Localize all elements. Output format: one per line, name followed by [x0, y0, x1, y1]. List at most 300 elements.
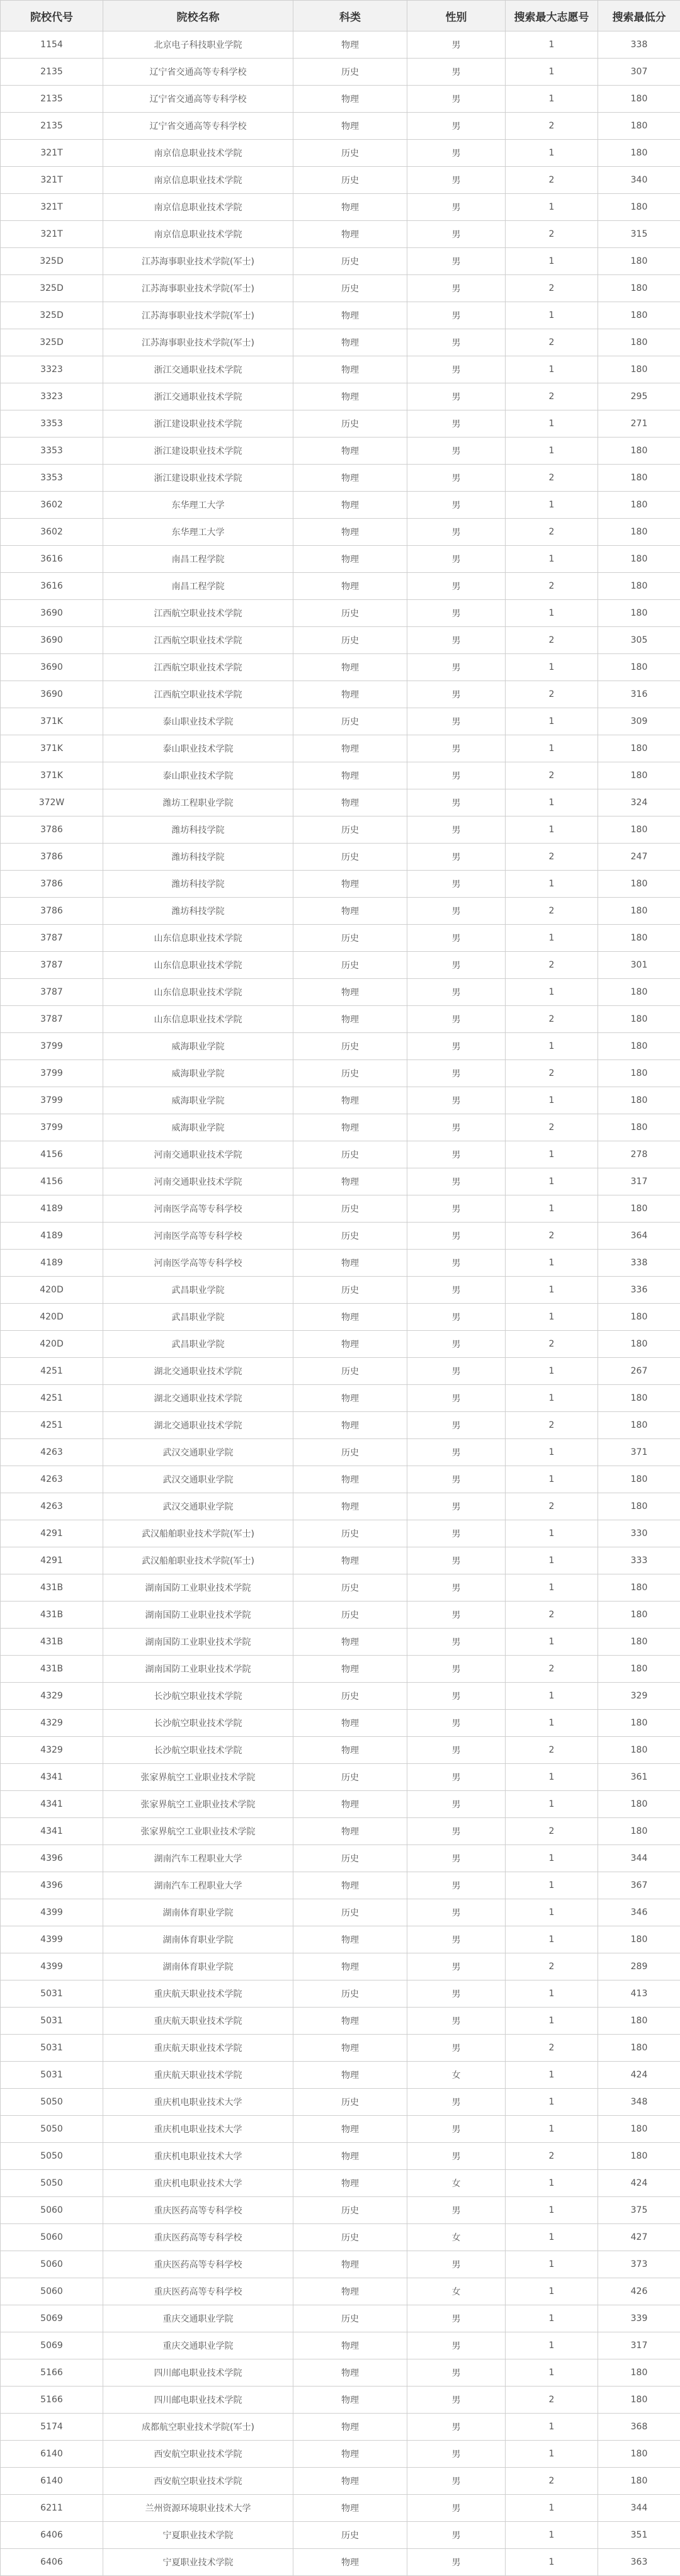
subject-cell: 物理 — [293, 492, 407, 519]
table-row — [1, 627, 680, 654]
table-row — [1, 2197, 680, 2224]
table-header — [1, 1, 680, 31]
gender-cell: 男 — [407, 2359, 506, 2387]
table-row — [1, 735, 680, 762]
table-row — [1, 519, 680, 546]
school-name-cell: 南京信息职业技术学院 — [103, 194, 293, 221]
table-row — [1, 1574, 680, 1602]
school-name-cell: 威海职业学院 — [103, 1060, 293, 1087]
gender-cell: 男 — [407, 2008, 506, 2035]
gender-cell: 男 — [407, 2387, 506, 2414]
table-row — [1, 979, 680, 1006]
school-name-cell: 西安航空职业技术学院 — [103, 2441, 293, 2468]
table-row — [1, 1656, 680, 1683]
gender-cell: 男 — [407, 2197, 506, 2224]
min-score-cell: 364 — [598, 1223, 680, 1250]
subject-cell: 物理 — [293, 2549, 407, 2576]
school-code-cell: 6140 — [1, 2468, 103, 2495]
table-row — [1, 383, 680, 410]
school-name-cell: 四川邮电职业技术学院 — [103, 2359, 293, 2387]
max-choice-cell: 1 — [506, 1872, 598, 1899]
table-row — [1, 329, 680, 356]
min-score-cell: 180 — [598, 898, 680, 925]
min-score-cell: 344 — [598, 1845, 680, 1872]
subject-cell: 物理 — [293, 356, 407, 383]
min-score-cell: 330 — [598, 1520, 680, 1547]
min-score-cell: 180 — [598, 1629, 680, 1656]
school-name-cell: 武汉交通职业学院 — [103, 1439, 293, 1466]
table-row — [1, 681, 680, 708]
max-choice-cell: 2 — [506, 1602, 598, 1629]
max-choice-cell: 1 — [506, 2224, 598, 2251]
subject-cell: 物理 — [293, 383, 407, 410]
school-code-cell: 4189 — [1, 1250, 103, 1277]
table-row — [1, 1033, 680, 1060]
max-choice-cell: 1 — [506, 2062, 598, 2089]
school-name-cell: 张家界航空工业职业技术学院 — [103, 1764, 293, 1791]
max-choice-cell: 2 — [506, 167, 598, 194]
gender-cell: 男 — [407, 356, 506, 383]
gender-cell: 男 — [407, 1899, 506, 1926]
min-score-cell: 180 — [598, 492, 680, 519]
school-name-cell: 潍坊科技学院 — [103, 816, 293, 844]
subject-cell: 历史 — [293, 844, 407, 871]
min-score-cell: 367 — [598, 1872, 680, 1899]
subject-cell: 历史 — [293, 600, 407, 627]
table-row — [1, 465, 680, 492]
school-code-cell: 325D — [1, 275, 103, 302]
max-choice-cell: 1 — [506, 1466, 598, 1493]
table-row — [1, 2116, 680, 2143]
gender-cell: 男 — [407, 1141, 506, 1168]
max-choice-cell: 1 — [506, 2278, 598, 2305]
table-row — [1, 1277, 680, 1304]
subject-cell: 历史 — [293, 2197, 407, 2224]
min-score-cell: 180 — [598, 86, 680, 113]
table-row — [1, 1439, 680, 1466]
table-row — [1, 1872, 680, 1899]
min-score-cell: 180 — [598, 248, 680, 275]
min-score-cell: 180 — [598, 654, 680, 681]
min-score-cell: 180 — [598, 2468, 680, 2495]
table-row — [1, 140, 680, 167]
gender-cell: 男 — [407, 1060, 506, 1087]
subject-cell: 物理 — [293, 1493, 407, 1520]
subject-cell: 物理 — [293, 2008, 407, 2035]
min-score-cell: 180 — [598, 2008, 680, 2035]
min-score-cell: 180 — [598, 519, 680, 546]
table-row — [1, 2305, 680, 2332]
max-choice-cell: 1 — [506, 2008, 598, 2035]
school-code-cell: 4263 — [1, 1439, 103, 1466]
gender-cell: 男 — [407, 2522, 506, 2549]
min-score-cell: 180 — [598, 925, 680, 952]
max-choice-cell: 1 — [506, 438, 598, 465]
table-row — [1, 2251, 680, 2278]
school-name-cell: 南昌工程学院 — [103, 573, 293, 600]
gender-cell: 男 — [407, 2549, 506, 2576]
max-choice-cell: 1 — [506, 1980, 598, 2008]
max-choice-cell: 1 — [506, 925, 598, 952]
school-name-cell: 重庆航天职业技术学院 — [103, 2008, 293, 2035]
school-code-cell: 4291 — [1, 1547, 103, 1574]
gender-cell: 男 — [407, 1683, 506, 1710]
min-score-cell: 339 — [598, 2305, 680, 2332]
gender-cell: 男 — [407, 925, 506, 952]
subject-cell: 物理 — [293, 979, 407, 1006]
gender-cell: 男 — [407, 2332, 506, 2359]
school-name-cell: 泰山职业技术学院 — [103, 735, 293, 762]
school-name-cell: 潍坊工程职业学院 — [103, 789, 293, 816]
min-score-cell: 413 — [598, 1980, 680, 2008]
school-name-cell: 南京信息职业技术学院 — [103, 221, 293, 248]
max-choice-cell: 2 — [506, 1818, 598, 1845]
school-name-cell: 江西航空职业技术学院 — [103, 681, 293, 708]
column-header-school-name: 院校名称 — [103, 1, 293, 31]
table-row — [1, 1683, 680, 1710]
min-score-cell: 180 — [598, 2387, 680, 2414]
school-code-cell: 5069 — [1, 2332, 103, 2359]
max-choice-cell: 1 — [506, 1547, 598, 1574]
gender-cell: 男 — [407, 1466, 506, 1493]
school-name-cell: 江苏海事职业技术学院(军士) — [103, 248, 293, 275]
max-choice-cell: 1 — [506, 1899, 598, 1926]
school-code-cell: 3616 — [1, 573, 103, 600]
min-score-cell: 180 — [598, 573, 680, 600]
min-score-cell: 180 — [598, 735, 680, 762]
subject-cell: 物理 — [293, 1114, 407, 1141]
min-score-cell: 371 — [598, 1439, 680, 1466]
gender-cell: 男 — [407, 762, 506, 789]
table-row — [1, 1006, 680, 1033]
school-name-cell: 重庆医药高等专科学校 — [103, 2278, 293, 2305]
gender-cell: 男 — [407, 1114, 506, 1141]
subject-cell: 物理 — [293, 1168, 407, 1195]
min-score-cell: 180 — [598, 1818, 680, 1845]
school-code-cell: 4329 — [1, 1683, 103, 1710]
max-choice-cell: 1 — [506, 2332, 598, 2359]
school-code-cell: 5060 — [1, 2224, 103, 2251]
school-code-cell: 5031 — [1, 2062, 103, 2089]
school-name-cell: 宁夏职业技术学院 — [103, 2522, 293, 2549]
min-score-cell: 180 — [598, 1060, 680, 1087]
school-name-cell: 重庆机电职业技术大学 — [103, 2116, 293, 2143]
subject-cell: 历史 — [293, 2305, 407, 2332]
max-choice-cell: 1 — [506, 1629, 598, 1656]
max-choice-cell: 2 — [506, 1412, 598, 1439]
min-score-cell: 316 — [598, 681, 680, 708]
gender-cell: 男 — [407, 113, 506, 140]
school-code-cell: 4341 — [1, 1764, 103, 1791]
subject-cell: 历史 — [293, 1520, 407, 1547]
school-name-cell: 河南医学高等专科学校 — [103, 1223, 293, 1250]
min-score-cell: 336 — [598, 1277, 680, 1304]
gender-cell: 男 — [407, 1168, 506, 1195]
table-row — [1, 573, 680, 600]
school-name-cell: 泰山职业技术学院 — [103, 708, 293, 735]
subject-cell: 物理 — [293, 2387, 407, 2414]
subject-cell: 物理 — [293, 329, 407, 356]
table-row — [1, 2170, 680, 2197]
table-row — [1, 1818, 680, 1845]
school-name-cell: 湖南国防工业职业技术学院 — [103, 1629, 293, 1656]
table-row — [1, 1304, 680, 1331]
school-name-cell: 西安航空职业技术学院 — [103, 2468, 293, 2495]
subject-cell: 物理 — [293, 2143, 407, 2170]
school-name-cell: 浙江建设职业技术学院 — [103, 465, 293, 492]
min-score-cell: 309 — [598, 708, 680, 735]
gender-cell: 男 — [407, 1412, 506, 1439]
min-score-cell: 289 — [598, 1953, 680, 1980]
school-name-cell: 长沙航空职业技术学院 — [103, 1710, 293, 1737]
column-header-subject: 科类 — [293, 1, 407, 31]
subject-cell: 物理 — [293, 1656, 407, 1683]
max-choice-cell: 1 — [506, 1926, 598, 1953]
gender-cell: 男 — [407, 1385, 506, 1412]
max-choice-cell: 1 — [506, 1277, 598, 1304]
school-name-cell: 南京信息职业技术学院 — [103, 140, 293, 167]
school-code-cell: 3787 — [1, 925, 103, 952]
max-choice-cell: 2 — [506, 2468, 598, 2495]
school-name-cell: 武昌职业学院 — [103, 1277, 293, 1304]
gender-cell: 男 — [407, 383, 506, 410]
max-choice-cell: 1 — [506, 2251, 598, 2278]
table-row — [1, 113, 680, 140]
min-score-cell: 346 — [598, 1899, 680, 1926]
min-score-cell: 180 — [598, 600, 680, 627]
max-choice-cell: 1 — [506, 2441, 598, 2468]
school-code-cell: 2135 — [1, 113, 103, 140]
subject-cell: 物理 — [293, 2278, 407, 2305]
school-name-cell: 浙江交通职业技术学院 — [103, 356, 293, 383]
school-code-cell: 420D — [1, 1331, 103, 1358]
gender-cell: 男 — [407, 573, 506, 600]
school-code-cell: 325D — [1, 329, 103, 356]
school-code-cell: 3787 — [1, 1006, 103, 1033]
max-choice-cell: 1 — [506, 1195, 598, 1223]
max-choice-cell: 1 — [506, 1845, 598, 1872]
subject-cell: 历史 — [293, 708, 407, 735]
subject-cell: 物理 — [293, 2035, 407, 2062]
min-score-cell: 307 — [598, 59, 680, 86]
subject-cell: 物理 — [293, 1547, 407, 1574]
max-choice-cell: 1 — [506, 302, 598, 329]
max-choice-cell: 2 — [506, 275, 598, 302]
school-name-cell: 长沙航空职业技术学院 — [103, 1683, 293, 1710]
table-row — [1, 1223, 680, 1250]
table-row — [1, 2414, 680, 2441]
subject-cell: 物理 — [293, 2332, 407, 2359]
table-row — [1, 492, 680, 519]
school-name-cell: 重庆机电职业技术大学 — [103, 2143, 293, 2170]
school-name-cell: 河南医学高等专科学校 — [103, 1250, 293, 1277]
min-score-cell: 180 — [598, 871, 680, 898]
school-name-cell: 山东信息职业技术学院 — [103, 925, 293, 952]
table-row — [1, 1466, 680, 1493]
column-header-gender: 性别 — [407, 1, 506, 31]
table-row — [1, 789, 680, 816]
min-score-cell: 340 — [598, 167, 680, 194]
school-name-cell: 武汉船舶职业技术学院(军士) — [103, 1520, 293, 1547]
school-code-cell: 4251 — [1, 1385, 103, 1412]
school-name-cell: 兰州资源环境职业技术大学 — [103, 2495, 293, 2522]
max-choice-cell: 1 — [506, 2359, 598, 2387]
school-name-cell: 湖北交通职业技术学院 — [103, 1412, 293, 1439]
min-score-cell: 338 — [598, 1250, 680, 1277]
gender-cell: 男 — [407, 1493, 506, 1520]
subject-cell: 物理 — [293, 871, 407, 898]
min-score-cell: 247 — [598, 844, 680, 871]
gender-cell: 男 — [407, 979, 506, 1006]
table-row — [1, 1493, 680, 1520]
school-name-cell: 山东信息职业技术学院 — [103, 952, 293, 979]
min-score-cell: 324 — [598, 789, 680, 816]
gender-cell: 男 — [407, 627, 506, 654]
gender-cell: 男 — [407, 2143, 506, 2170]
school-code-cell: 371K — [1, 735, 103, 762]
max-choice-cell: 2 — [506, 221, 598, 248]
school-name-cell: 潍坊科技学院 — [103, 844, 293, 871]
table-row — [1, 167, 680, 194]
subject-cell: 历史 — [293, 1060, 407, 1087]
min-score-cell: 375 — [598, 2197, 680, 2224]
table-row — [1, 654, 680, 681]
min-score-cell: 180 — [598, 1926, 680, 1953]
gender-cell: 男 — [407, 1926, 506, 1953]
table-row — [1, 2278, 680, 2305]
school-name-cell: 南京信息职业技术学院 — [103, 167, 293, 194]
table-row — [1, 2089, 680, 2116]
school-code-cell: 371K — [1, 708, 103, 735]
gender-cell: 男 — [407, 1737, 506, 1764]
school-name-cell: 湖北交通职业技术学院 — [103, 1385, 293, 1412]
school-name-cell: 山东信息职业技术学院 — [103, 1006, 293, 1033]
subject-cell: 历史 — [293, 1764, 407, 1791]
table-row — [1, 86, 680, 113]
subject-cell: 物理 — [293, 1304, 407, 1331]
school-name-cell: 成都航空职业技术学院(军士) — [103, 2414, 293, 2441]
min-score-cell: 373 — [598, 2251, 680, 2278]
school-code-cell: 3323 — [1, 383, 103, 410]
subject-cell: 物理 — [293, 789, 407, 816]
min-score-cell: 180 — [598, 979, 680, 1006]
gender-cell: 男 — [407, 1602, 506, 1629]
school-name-cell: 浙江建设职业技术学院 — [103, 410, 293, 438]
school-code-cell: 4189 — [1, 1223, 103, 1250]
max-choice-cell: 1 — [506, 1385, 598, 1412]
table-row — [1, 1791, 680, 1818]
subject-cell: 物理 — [293, 1710, 407, 1737]
table-row — [1, 816, 680, 844]
table-row — [1, 1195, 680, 1223]
school-code-cell: 4329 — [1, 1710, 103, 1737]
school-code-cell: 3602 — [1, 492, 103, 519]
gender-cell: 男 — [407, 600, 506, 627]
header-row — [1, 1, 680, 31]
min-score-cell: 180 — [598, 1602, 680, 1629]
school-code-cell: 321T — [1, 167, 103, 194]
min-score-cell: 180 — [598, 1006, 680, 1033]
subject-cell: 历史 — [293, 627, 407, 654]
subject-cell: 物理 — [293, 86, 407, 113]
max-choice-cell: 2 — [506, 1114, 598, 1141]
gender-cell: 男 — [407, 1710, 506, 1737]
max-choice-cell: 1 — [506, 31, 598, 59]
school-code-cell: 5060 — [1, 2278, 103, 2305]
gender-cell: 男 — [407, 1358, 506, 1385]
gender-cell: 男 — [407, 1439, 506, 1466]
table-row — [1, 1331, 680, 1358]
table-row — [1, 1087, 680, 1114]
min-score-cell: 329 — [598, 1683, 680, 1710]
min-score-cell: 424 — [598, 2170, 680, 2197]
school-name-cell: 湖南汽车工程职业大学 — [103, 1845, 293, 1872]
school-code-cell: 420D — [1, 1277, 103, 1304]
max-choice-cell: 1 — [506, 492, 598, 519]
school-code-cell: 4251 — [1, 1412, 103, 1439]
school-name-cell: 南昌工程学院 — [103, 546, 293, 573]
min-score-cell: 180 — [598, 2035, 680, 2062]
min-score-cell: 180 — [598, 1195, 680, 1223]
table-body — [1, 31, 680, 2576]
min-score-cell: 315 — [598, 221, 680, 248]
subject-cell: 历史 — [293, 1602, 407, 1629]
min-score-cell: 271 — [598, 410, 680, 438]
max-choice-cell: 1 — [506, 2495, 598, 2522]
min-score-cell: 180 — [598, 2143, 680, 2170]
school-code-cell: 4396 — [1, 1872, 103, 1899]
max-choice-cell: 2 — [506, 2035, 598, 2062]
school-code-cell: 3616 — [1, 546, 103, 573]
school-code-cell: 3690 — [1, 654, 103, 681]
min-score-cell: 180 — [598, 1033, 680, 1060]
subject-cell: 历史 — [293, 2089, 407, 2116]
school-code-cell: 321T — [1, 140, 103, 167]
school-code-cell: 3323 — [1, 356, 103, 383]
max-choice-cell: 1 — [506, 1710, 598, 1737]
school-code-cell: 5174 — [1, 2414, 103, 2441]
school-name-cell: 辽宁省交通高等专科学校 — [103, 59, 293, 86]
table-row — [1, 1520, 680, 1547]
school-code-cell: 6211 — [1, 2495, 103, 2522]
min-score-cell: 180 — [598, 762, 680, 789]
school-name-cell: 河南交通职业技术学院 — [103, 1141, 293, 1168]
max-choice-cell: 1 — [506, 356, 598, 383]
max-choice-cell: 2 — [506, 1331, 598, 1358]
max-choice-cell: 2 — [506, 2143, 598, 2170]
max-choice-cell: 2 — [506, 1656, 598, 1683]
gender-cell: 男 — [407, 1791, 506, 1818]
subject-cell: 物理 — [293, 2062, 407, 2089]
gender-cell: 男 — [407, 681, 506, 708]
subject-cell: 物理 — [293, 1737, 407, 1764]
table-row — [1, 221, 680, 248]
school-name-cell: 辽宁省交通高等专科学校 — [103, 113, 293, 140]
max-choice-cell: 2 — [506, 1060, 598, 1087]
school-code-cell: 5060 — [1, 2197, 103, 2224]
max-choice-cell: 1 — [506, 1791, 598, 1818]
min-score-cell: 295 — [598, 383, 680, 410]
subject-cell: 物理 — [293, 2359, 407, 2387]
min-score-cell: 180 — [598, 329, 680, 356]
table-row — [1, 2495, 680, 2522]
subject-cell: 物理 — [293, 2170, 407, 2197]
school-name-cell: 宁夏职业技术学院 — [103, 2549, 293, 2576]
school-code-cell: 4189 — [1, 1195, 103, 1223]
gender-cell: 男 — [407, 1223, 506, 1250]
subject-cell: 历史 — [293, 1574, 407, 1602]
subject-cell: 历史 — [293, 2224, 407, 2251]
